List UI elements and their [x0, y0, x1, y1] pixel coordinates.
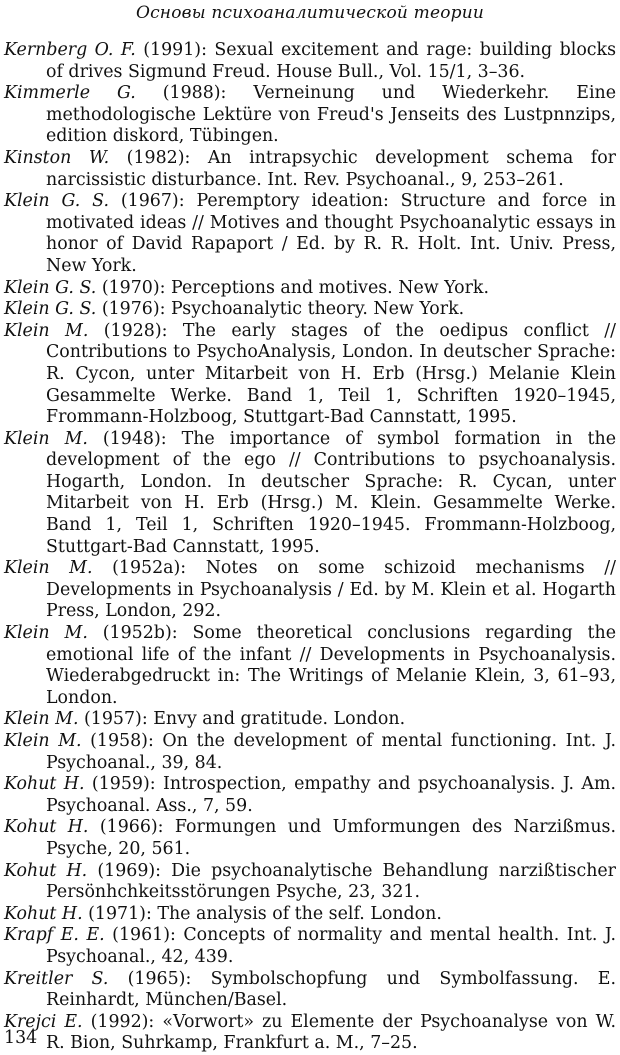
entry-text: (1967): Peremptory ideation: Structure and force in motivated ideas // Motives and thought Psychoanalytic essays in honor of David Rapaport / Ed. by R. R. Holt. Int. Univ. Press, New York. [46, 191, 616, 276]
entry-author: Klein G. S. [4, 277, 97, 298]
entry-text: (1928): The early stages of the oedipus conflict // Contributions to PsychoAnalysis, London. In deutscher Sprache: R. Cycon, unter Mitarbeit von H. Erb (Hrsg.) Melanie Klein Gesammelte Werke. Band 1, Teil 1, Schriften 1920–1945, Frommann-Holzboog, Stuttgart-Bad Cannstatt, 1995. [46, 320, 616, 428]
entry-text: (1948): The importance of symbol formation in the development of the ego // Contributions to psychoanalysis. Hogarth, London. In deutscher Sprache: R. Cycan, unter Mitarbeit von H. Erb (Hrsg.) M. Klein. Gesammelte Werke. Band 1, Teil 1, Schriften 1920–1945. Frommann-Holzboog, Stuttgart-Bad Cannstatt, 1995. [46, 428, 616, 557]
bibliography-entry [4, 969, 616, 1012]
entry-author: Kohut H. [4, 903, 83, 924]
entry-author: Krapf E. E. [4, 925, 105, 946]
entry-author: Klein M. [4, 623, 88, 644]
bibliography-entry [4, 191, 616, 277]
entry-author: Kernberg O. F. [4, 40, 136, 60]
bibliography-entry [4, 1012, 616, 1055]
bibliography-entry [4, 904, 616, 926]
entry-text: (1988): Verneinung und Wiederkehr. Eine methodologische Lektüre von Freud's Jenseits des Lustpnnzips, edition diskord, Tübingen. [46, 83, 616, 147]
entry-text: (1982): An intrapsychic development schema for narcissistic disturbance. Int. Rev. Psychoanal., 9, 253–261. [46, 147, 616, 190]
bibliography-entry [4, 731, 616, 774]
entry-author: Kreitler S. [4, 968, 109, 989]
bibliography-entry [4, 709, 616, 731]
entry-author: Klein G. S. [4, 191, 109, 212]
bibliography-entry [4, 299, 616, 321]
entry-author: Klein M. [4, 320, 89, 341]
entry-author: Kohut H. [4, 774, 85, 795]
bibliography-entry [4, 148, 616, 191]
entry-text: (1991): Sexual excitement and rage: building blocks of drives Sigmund Freud. House Bull., Vol. 15/1, 3–36. [46, 40, 617, 82]
bibliography-entry [4, 83, 616, 148]
bibliography-entry [4, 817, 616, 860]
entry-author: Klein M. [4, 558, 93, 579]
entry-text: (1965): Symbolschopfung und Symbolfassung. E. Reinhardt, München/Basel. [46, 968, 616, 1011]
entry-text: (1959): Introspection, empathy and psychoanalysis. J. Am. Psychoanal. Ass., 7, 59. [46, 774, 617, 816]
entry-text: (1952b): Some theoretical conclusions regarding the emotional life of the infant // Developments in Psychoanalysis. Wiederabgedruckt in: The Writings of Melanie Klein, 3, 61–93, London. [46, 623, 616, 708]
entry-text: (1971): The analysis of the self. London. [82, 903, 442, 924]
bibliography-entry [4, 321, 616, 429]
entry-author: Klein G. S. [4, 299, 97, 320]
bibliography-entry [4, 925, 616, 968]
bibliography-entry [4, 774, 616, 817]
entry-author: Kimmerle G. [4, 83, 136, 104]
bibliography-entry [4, 558, 616, 623]
bibliography-entry [4, 278, 616, 300]
bibliography-list [4, 40, 616, 1055]
bibliography-entry [4, 861, 616, 904]
entry-text: (1957): Envy and gratitude. London. [78, 709, 406, 730]
entry-text: (1976): Psychoanalytic theory. New York. [96, 299, 465, 320]
entry-text: (1958): On the development of mental functioning. Int. J. Psychoanal., 39, 84. [46, 731, 616, 773]
bibliography-entry [4, 40, 616, 83]
entry-text: (1970): Perceptions and motives. New York. [96, 277, 489, 298]
entry-text: (1966): Formungen und Umformungen des Narzißmus. Psyche, 20, 561. [46, 817, 616, 859]
bibliography-entry [4, 429, 616, 559]
entry-text: (1969): Die psychoanalytische Behandlung narzißtischer Persönhchkeitsstörungen Psyche, 23, 321. [46, 860, 616, 903]
entry-text: (1961): Concepts of normality and mental health. Int. J. Psychoanal., 42, 439. [46, 925, 616, 967]
entry-author: Klein M. [4, 731, 82, 751]
bibliography-entry [4, 623, 616, 709]
entry-author: Kohut H. [4, 860, 88, 881]
entry-author: Kinston W. [4, 147, 110, 168]
entry-text: (1952a): Notes on some schizoid mechanisms // Developments in Psychoanalysis / Ed. by M. Klein et al. Hogarth Press, London, 292. [46, 558, 616, 622]
entry-text: (1992): «Vorwort» zu Elemente der Psychoanalyse von W. R. Bion, Suhrkamp, Frankfurt a. M., 7–25. [46, 1011, 616, 1054]
entry-author: Krejci E. [4, 1011, 83, 1032]
running-head: Основы психоаналитической теории [135, 3, 485, 23]
page-number: 134 [4, 1028, 38, 1048]
entry-author: Klein M. [4, 428, 88, 449]
entry-author: Kohut H. [4, 817, 89, 838]
entry-author: Klein M. [4, 709, 79, 730]
